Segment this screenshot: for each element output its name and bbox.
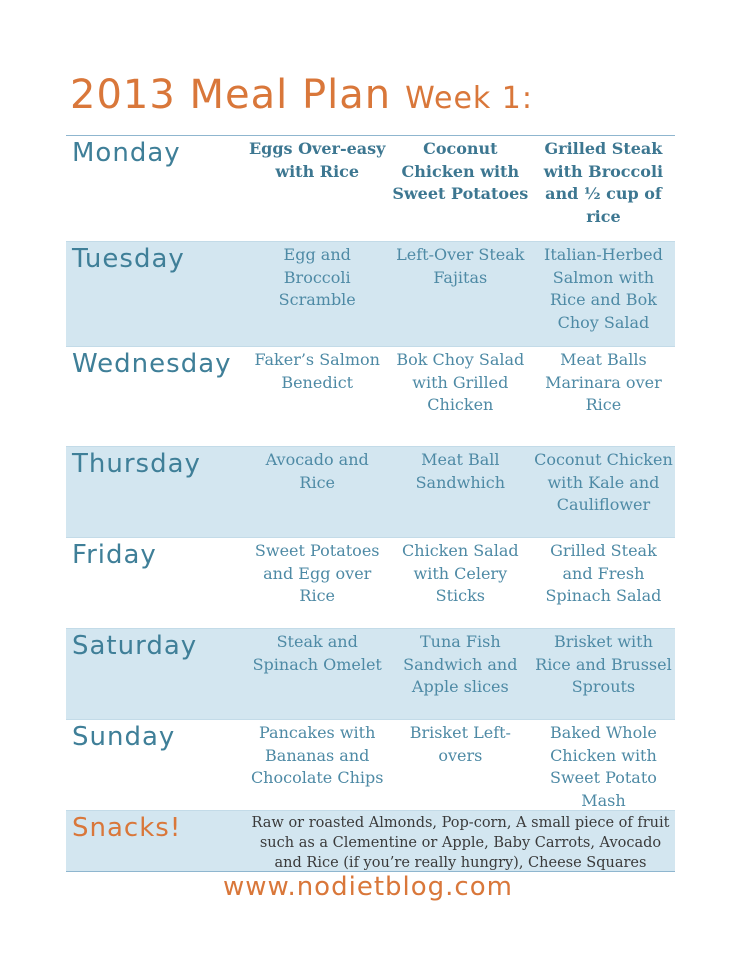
meal-cell: Tuna Fish Sandwich and Apple slices [403, 632, 518, 696]
footer-url: www.nodietblog.com [223, 872, 513, 902]
meal-cell: Brisket Left-overs [409, 723, 511, 765]
snacks-row [66, 810, 675, 871]
page-title [70, 72, 533, 118]
day-label: Saturday [72, 631, 198, 661]
day-label: Thursday [72, 449, 201, 479]
meal-cell: Sweet Potatoes and Egg over Rice [254, 541, 380, 605]
snacks-text: Raw or roasted Almonds, Pop-corn, A small piece of fruit such as a Clementine or Apple, Baby Carrots, Avocado and Rice (if you’re really hungry), Cheese Squares [251, 815, 670, 871]
snacks-label: Snacks! [72, 813, 182, 843]
table-row [66, 241, 675, 346]
meal-cell: Coconut Chicken with Sweet Potatoes [392, 139, 529, 203]
meal-cell: Italian-Herbed Salmon with Rice and Bok Choy Salad [544, 245, 663, 332]
meal-cell: Chicken Salad with Celery Sticks [402, 541, 519, 605]
day-label: Sunday [72, 722, 176, 752]
meal-cell: Faker’s Salmon Benedict [254, 350, 380, 392]
day-label: Friday [72, 540, 157, 570]
day-label: Tuesday [72, 244, 185, 274]
meal-cell: Brisket with Rice and Brussel Sprouts [535, 632, 672, 696]
meal-cell: Grilled Steak and Fresh Spinach Salad [545, 541, 662, 605]
meal-cell: Avocado and Rice [265, 450, 369, 492]
table-row [66, 136, 675, 241]
meal-cell: Pancakes with Bananas and Chocolate Chips [250, 723, 384, 787]
meal-cell: Steak and Spinach Omelet [252, 632, 382, 674]
meal-cell: Baked Whole Chicken with Sweet Potato Mash [549, 723, 657, 810]
meal-cell: Left-Over Steak Fajitas [396, 245, 525, 287]
meal-cell: Grilled Steak with Broccoli and ½ cup of rice [543, 139, 664, 226]
meal-cell: Egg and Broccoli Scramble [278, 245, 356, 309]
table-row [66, 346, 675, 446]
meal-cell: Meat Ball Sandwhich [415, 450, 506, 492]
table-row [66, 446, 675, 537]
meal-cell: Eggs Over-easy with Rice [248, 139, 386, 181]
title-week: Week 1: [405, 81, 534, 116]
day-label: Wednesday [72, 349, 232, 379]
table-row [66, 537, 675, 628]
meal-cell: Meat Balls Marinara over Rice [545, 350, 662, 414]
table-row [66, 719, 675, 810]
table-row [66, 628, 675, 719]
title-main: 2013 Meal Plan [70, 72, 392, 118]
meal-plan-table [66, 135, 675, 872]
meal-cell: Coconut Chicken with Kale and Cauliflower [534, 450, 673, 514]
day-label: Monday [72, 138, 181, 168]
meal-cell: Bok Choy Salad with Grilled Chicken [396, 350, 525, 414]
